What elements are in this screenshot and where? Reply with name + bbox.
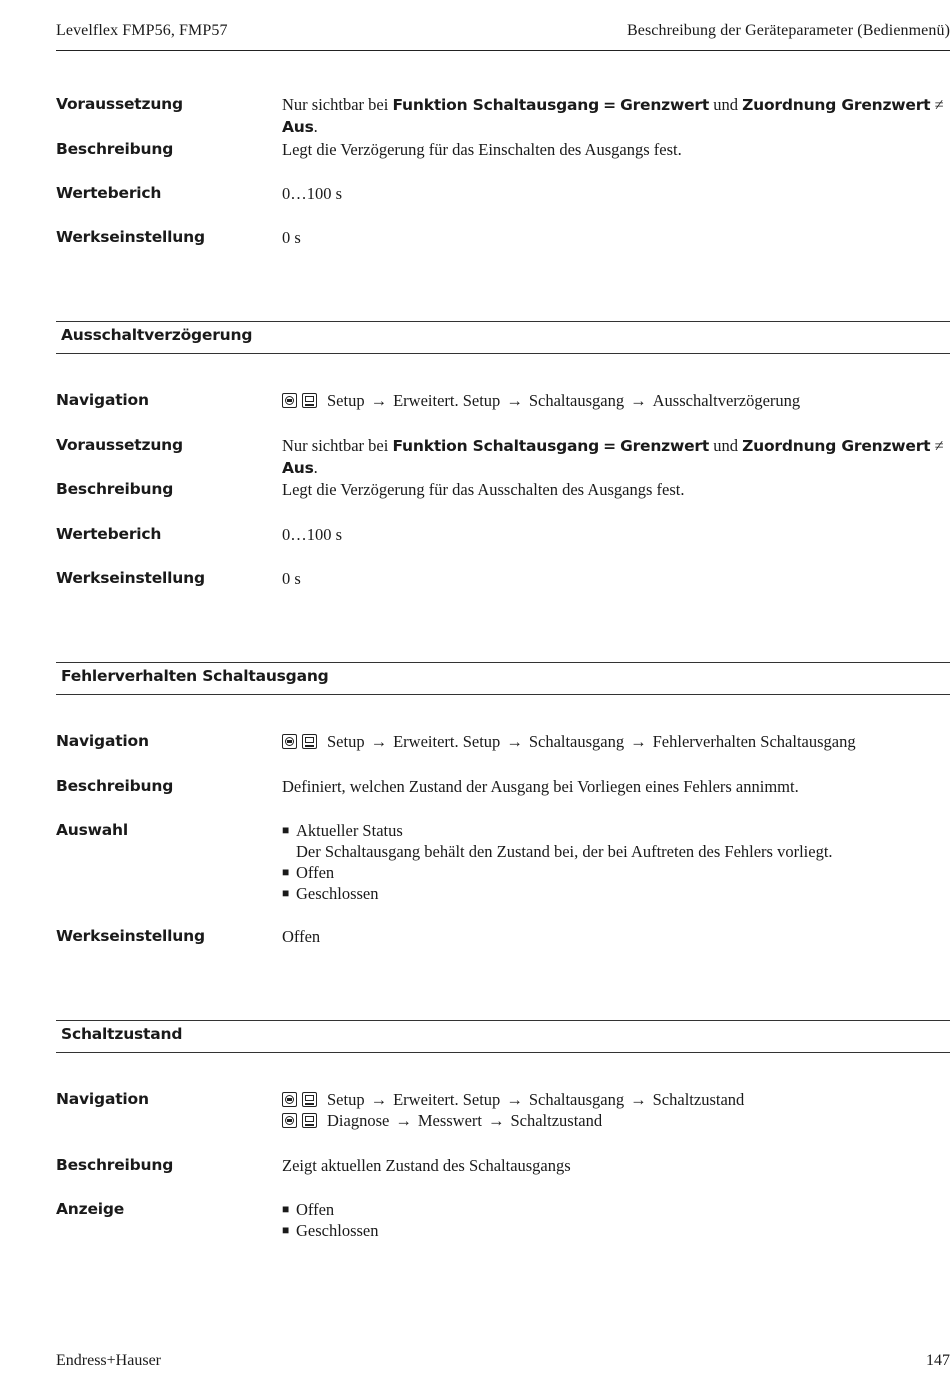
nav-step[interactable]: Schaltzustand bbox=[510, 1111, 603, 1130]
description-text: Zeigt aktuellen Zustand des Schaltausgangs bbox=[282, 1156, 571, 1175]
row-label: Werteberich bbox=[56, 525, 162, 543]
row-label: Werkseinstellung bbox=[56, 927, 205, 945]
row-label: Beschreibung bbox=[56, 140, 174, 158]
keypad-icon bbox=[282, 393, 297, 408]
option-label: Geschlossen bbox=[296, 884, 379, 903]
prerequisite-text: Nur sichtbar bei Funktion Schaltausgang = Grenzwert und Zuordnung Grenzwert ≠ Aus. bbox=[282, 95, 944, 136]
row-label: Voraussetzung bbox=[56, 436, 183, 454]
list-item bbox=[282, 883, 950, 904]
row-label: Werteberich bbox=[56, 184, 162, 202]
description-text: Legt die Verzögerung für das Ausschalten des Ausgangs fest. bbox=[282, 480, 685, 499]
arrow-icon: → bbox=[506, 1090, 523, 1109]
option-note: Der Schaltausgang behält den Zustand bei, der bei Auftreten des Fehlers vorliegt. bbox=[296, 842, 833, 861]
description-text: Definiert, welchen Zustand der Ausgang bei Vorliegen eines Fehlers annimmt. bbox=[282, 777, 799, 796]
nav-step[interactable]: Fehlerverhalten Schaltausgang bbox=[652, 732, 856, 751]
row-label: Navigation bbox=[56, 732, 149, 750]
row-label: Werkseinstellung bbox=[56, 569, 205, 587]
keypad-icon bbox=[282, 1113, 297, 1128]
nav-step[interactable]: Setup bbox=[327, 732, 365, 751]
row-label: Navigation bbox=[56, 1090, 149, 1108]
chapter-title: Beschreibung der Geräteparameter (Bedienmenü) bbox=[626, 22, 950, 39]
arrow-icon: → bbox=[506, 732, 523, 751]
display-icon bbox=[302, 1092, 317, 1107]
bullet-icon: ■ bbox=[282, 865, 290, 879]
row-label: Beschreibung bbox=[56, 777, 174, 795]
bullet-icon: ■ bbox=[282, 1202, 290, 1216]
arrow-icon: → bbox=[370, 1090, 388, 1109]
row-label: Werkseinstellung bbox=[56, 228, 205, 246]
arrow-icon: → bbox=[630, 732, 647, 751]
range-value: 0…100 s bbox=[282, 525, 343, 544]
navigation-paths bbox=[282, 1089, 950, 1131]
page-header bbox=[56, 20, 950, 51]
section-title: Ausschaltverzögerung bbox=[61, 326, 253, 344]
arrow-icon: → bbox=[630, 391, 647, 410]
display-list bbox=[282, 1199, 950, 1241]
list-item bbox=[282, 820, 950, 841]
nav-step[interactable]: Erweitert. Setup bbox=[393, 391, 501, 410]
description-text: Legt die Verzögerung für das Einschalten des Ausgangs fest. bbox=[282, 140, 682, 159]
row-label: Beschreibung bbox=[56, 480, 174, 498]
bullet-icon: ■ bbox=[282, 886, 290, 900]
row-label: Auswahl bbox=[56, 821, 128, 839]
display-icon bbox=[302, 393, 317, 408]
nav-step[interactable]: Schaltausgang bbox=[528, 732, 625, 751]
navigation-path bbox=[282, 731, 950, 752]
display-value: Geschlossen bbox=[296, 1221, 379, 1240]
arrow-icon: → bbox=[370, 391, 388, 410]
option-label: Offen bbox=[296, 863, 335, 882]
display-icon bbox=[302, 1113, 317, 1128]
arrow-icon: → bbox=[487, 1111, 505, 1130]
keypad-icon bbox=[282, 734, 297, 749]
list-item bbox=[282, 1220, 950, 1241]
bullet-icon: ■ bbox=[282, 823, 290, 837]
range-value: 0…100 s bbox=[282, 184, 343, 203]
section-heading-fehlerverhalten bbox=[56, 662, 950, 695]
list-item bbox=[282, 862, 950, 883]
bullet-icon: ■ bbox=[282, 1223, 290, 1237]
display-value: Offen bbox=[296, 1200, 335, 1219]
nav-step[interactable]: Schaltzustand bbox=[652, 1090, 745, 1109]
arrow-icon: → bbox=[370, 732, 388, 751]
default-value: Offen bbox=[282, 927, 321, 946]
nav-step[interactable]: Setup bbox=[327, 391, 365, 410]
row-label: Navigation bbox=[56, 391, 149, 409]
default-value: 0 s bbox=[282, 228, 301, 247]
page-number: 147 bbox=[926, 1352, 950, 1369]
arrow-icon: → bbox=[395, 1111, 412, 1130]
option-label: Aktueller Status bbox=[296, 821, 403, 840]
nav-step[interactable]: Diagnose bbox=[327, 1111, 390, 1130]
section-title: Fehlerverhalten Schaltausgang bbox=[61, 667, 329, 685]
company-name: Endress+Hauser bbox=[56, 1352, 161, 1369]
nav-step[interactable]: Messwert bbox=[417, 1111, 482, 1130]
section-heading-schaltzustand bbox=[56, 1020, 950, 1053]
prerequisite-text: Nur sichtbar bei Funktion Schaltausgang = Grenzwert und Zuordnung Grenzwert ≠ Aus. bbox=[282, 436, 944, 477]
nav-step[interactable]: Schaltausgang bbox=[528, 1090, 625, 1109]
arrow-icon: → bbox=[630, 1090, 647, 1109]
document-title: Levelflex FMP56, FMP57 bbox=[56, 22, 228, 39]
nav-step[interactable]: Schaltausgang bbox=[528, 391, 625, 410]
section-heading-ausschaltverzoegerung bbox=[56, 321, 950, 354]
selection-list bbox=[282, 820, 950, 904]
row-label: Beschreibung bbox=[56, 1156, 174, 1174]
keypad-icon bbox=[282, 1092, 297, 1107]
list-item bbox=[282, 1199, 950, 1220]
section-title: Schaltzustand bbox=[61, 1025, 183, 1043]
row-label: Voraussetzung bbox=[56, 95, 183, 113]
nav-step[interactable]: Setup bbox=[327, 1090, 365, 1109]
display-icon bbox=[302, 734, 317, 749]
nav-step[interactable]: Ausschaltverzögerung bbox=[652, 391, 801, 410]
navigation-path bbox=[282, 1110, 950, 1131]
default-value: 0 s bbox=[282, 569, 301, 588]
arrow-icon: → bbox=[506, 391, 523, 410]
row-label: Anzeige bbox=[56, 1200, 125, 1218]
nav-step[interactable]: Erweitert. Setup bbox=[393, 1090, 501, 1109]
navigation-path bbox=[282, 390, 950, 411]
navigation-path bbox=[282, 1089, 950, 1110]
nav-step[interactable]: Erweitert. Setup bbox=[393, 732, 501, 751]
